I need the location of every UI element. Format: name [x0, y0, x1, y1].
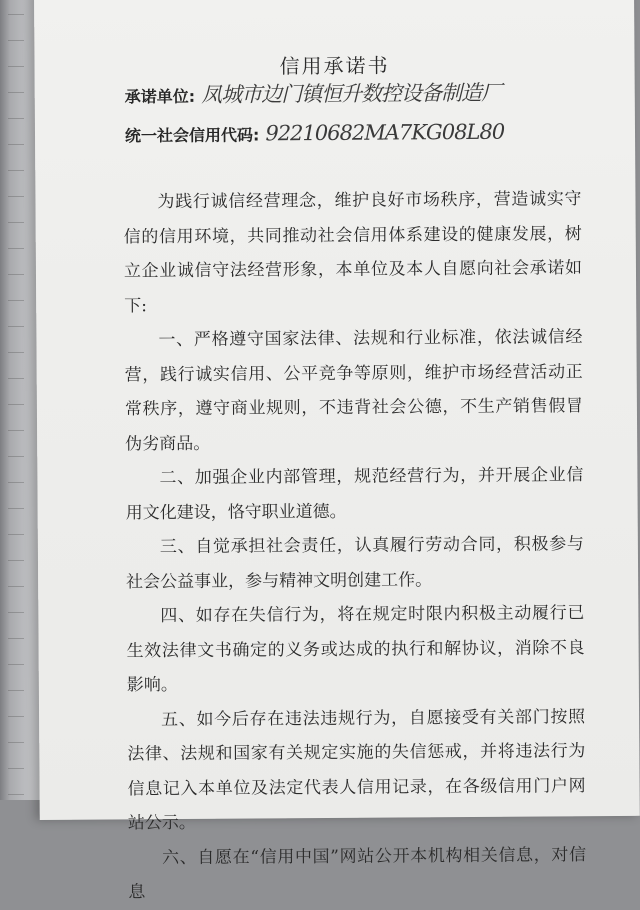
paragraph-1: 一、严格遵守国家法律、法规和行业标准，依法诚信经营，践行诚实信用、公平竞争等原则，维护市场经营活动正常秩序，遵守商业规则，不违背社会公德，不生产销售假冒伪劣商品。 [124, 327, 583, 454]
credit-code-label: 统一社会信用代码: [124, 125, 260, 146]
document-title: 信用承诺书 [279, 53, 390, 79]
unit-label: 承诺单位: [124, 86, 196, 107]
credit-code-handwritten-value: 92210682MA7KG08L80 [265, 119, 505, 146]
left-edge-shadow [8, 0, 24, 800]
credit-code-field [125, 120, 504, 147]
paragraph-intro: 为践行诚信经营理念，维护良好市场秩序，营造诚实守信的信用环境，共同推动社会信用体系建设的健康发展，树立企业诚信守法经营形象，本单位及本人自愿向社会承诺如下: [123, 189, 583, 316]
paragraph-4: 四、如存在失信行为，将在规定时限内积极主动履行已生效法律文书确定的义务或达成的执行和解协议，消除不良影响。 [126, 603, 585, 696]
document-body [123, 182, 586, 910]
unit-field [125, 77, 502, 110]
paragraph-6: 六、自愿在“信用中国”网站公开本机构相关信息，对信息 [128, 844, 587, 903]
paragraph-2: 二、加强企业内部管理，规范经营行为，并开展企业信用文化建设，恪守职业道德。 [125, 465, 584, 523]
unit-handwritten-value: 凤城市边门镇恒升数控设备制造厂 [201, 80, 502, 107]
paper-sheet [34, 0, 640, 903]
paragraph-5: 五、如今后存在违法违规行为，自愿接受有关部门按照法律、法规和国家有关规定实施的失信惩戒，并将违法行为信息记入本单位及法定代表人信用记录，在各级信用门户网站公示。 [127, 706, 586, 834]
paragraph-3: 三、自觉承担社会责任，认真履行劳动合同，积极参与社会公益事业，参与精神文明创建工作。 [126, 534, 584, 592]
